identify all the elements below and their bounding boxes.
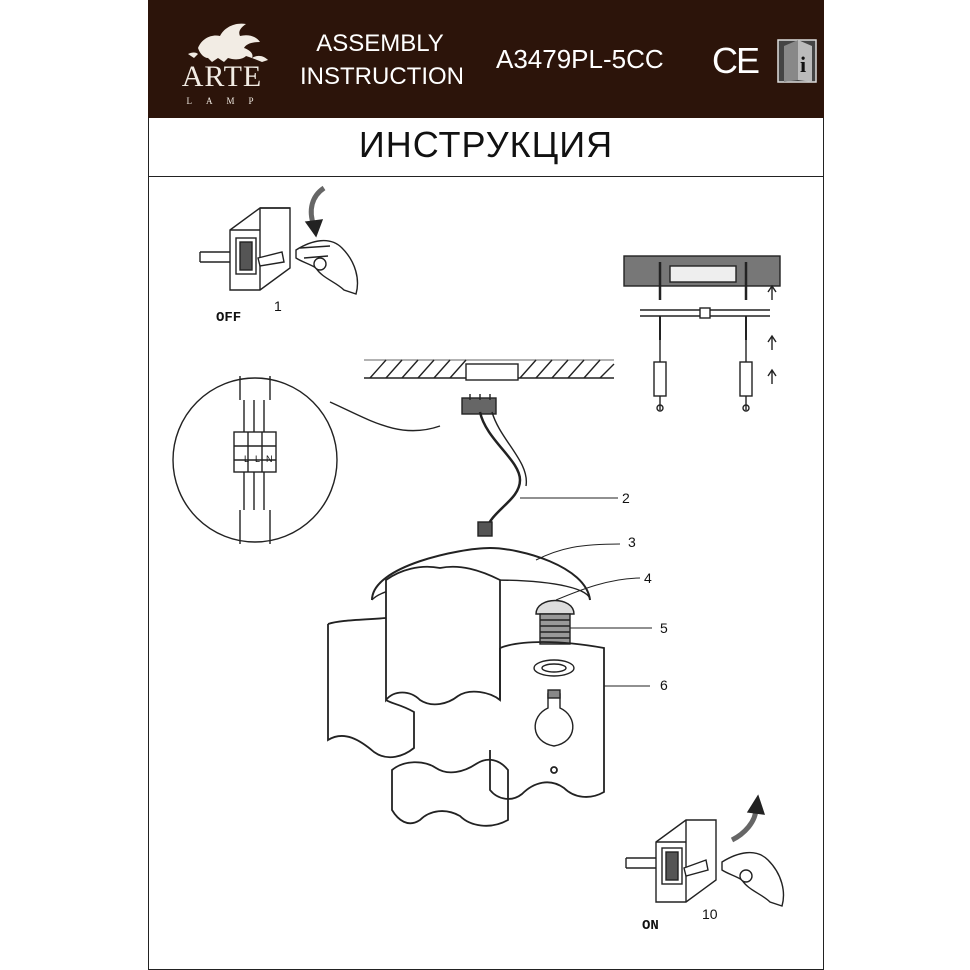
- callout-3: 3: [628, 534, 636, 550]
- hand-on-icon: [722, 853, 783, 906]
- header-title-line2: INSTRUCTION: [300, 63, 464, 90]
- arrow-up-icon: [732, 796, 764, 840]
- ce-mark: CE: [712, 40, 759, 81]
- brand-name: ARTE: [181, 60, 263, 93]
- brand-subtitle: LAMP: [186, 96, 268, 106]
- wall-switch-on-icon: [626, 820, 716, 902]
- light-bulb-icon: [535, 690, 573, 746]
- switch-on-label: ON: [642, 918, 659, 934]
- step-number-1: 1: [274, 298, 282, 314]
- ceiling-mount-detail: [624, 256, 780, 411]
- wall-switch-off-icon: [200, 208, 290, 290]
- callout-5: 5: [660, 620, 668, 636]
- ceiling-hatch: [364, 360, 614, 380]
- callout-4: 4: [644, 570, 652, 586]
- callout-6: 6: [660, 677, 668, 693]
- model-number: A3479PL-5CC: [496, 44, 664, 74]
- step-number-10: 10: [702, 906, 718, 922]
- hand-icon: [296, 241, 357, 294]
- callout-2: 2: [622, 490, 630, 506]
- svg-text:i: i: [800, 52, 807, 77]
- header-title-line1: ASSEMBLY: [316, 30, 444, 57]
- terminal-block: [462, 394, 526, 536]
- page-title: ИНСТРУКЦИЯ: [358, 124, 614, 165]
- wiring-detail-circle: [173, 376, 440, 544]
- lamp-socket: [534, 601, 574, 677]
- terminal-letters: LLN: [244, 454, 279, 464]
- callout-leaders: [520, 498, 652, 686]
- arrow-down-icon: [306, 188, 324, 236]
- switch-off-label: OFF: [216, 310, 242, 326]
